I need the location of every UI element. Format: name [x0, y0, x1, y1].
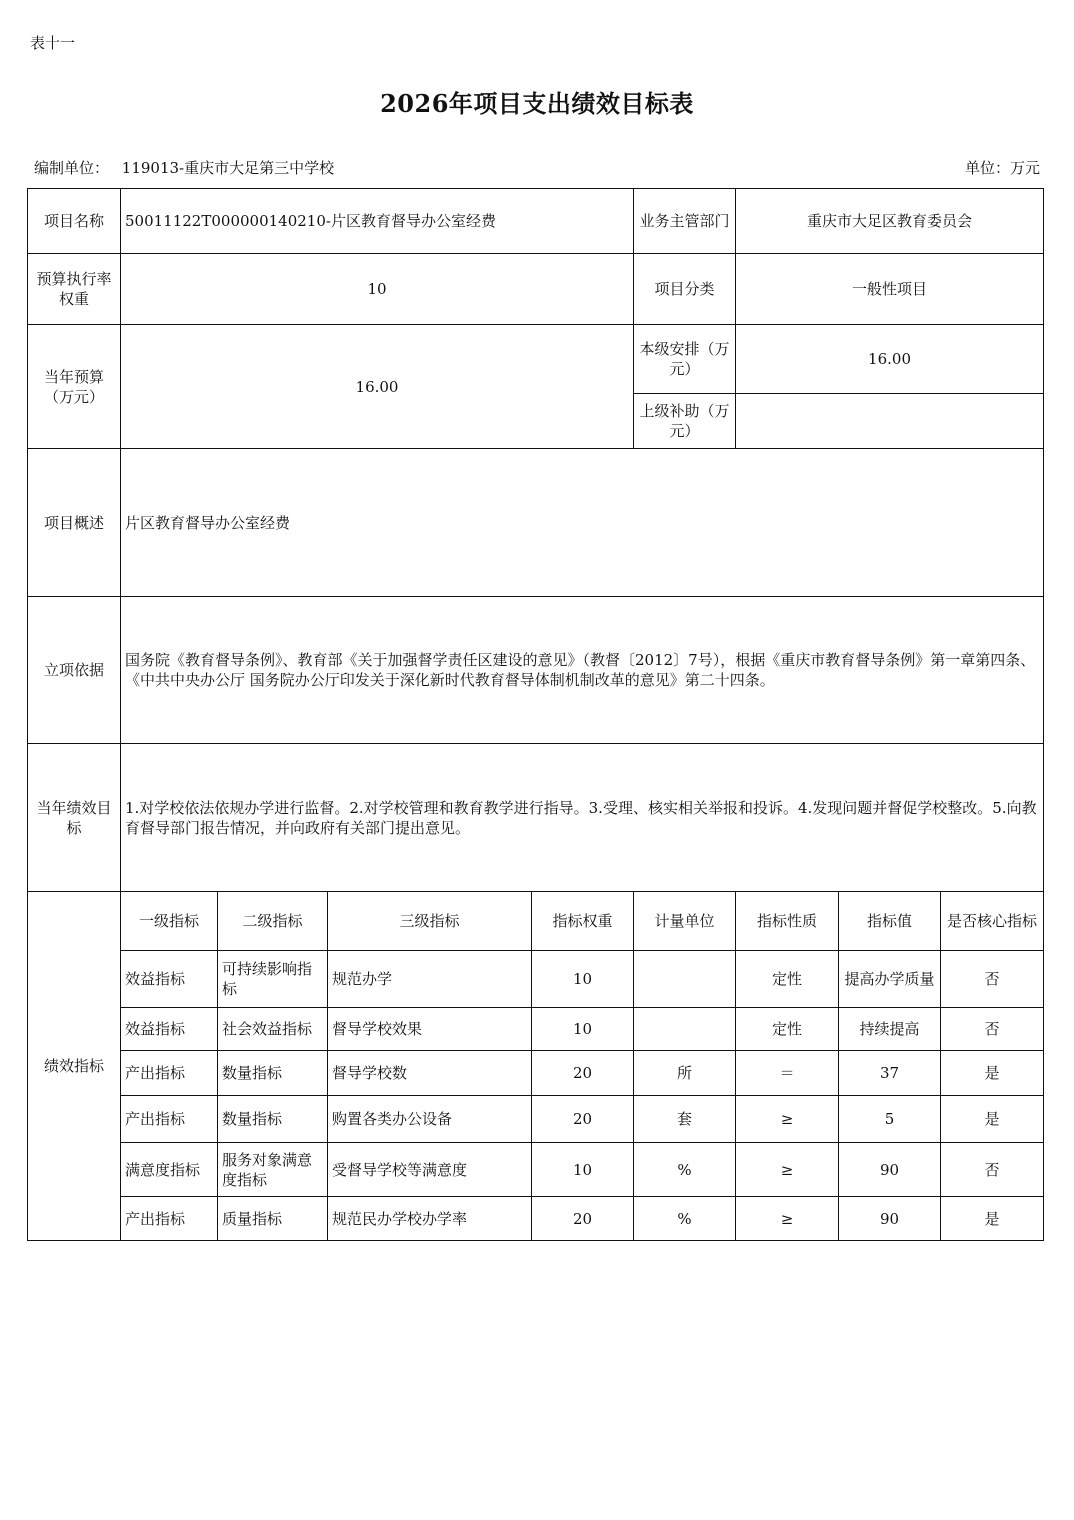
cell-value: 提高办学质量	[839, 951, 941, 1008]
cell-unit	[634, 951, 736, 1008]
upper-label: 上级补助（万元）	[634, 394, 736, 449]
cell-core: 否	[941, 951, 1044, 1008]
project-name-label: 项目名称	[28, 189, 121, 254]
row-overview	[28, 449, 1044, 597]
page-title: 2026年项目支出绩效目标表	[380, 89, 694, 118]
project-name-value: 50011122T000000140210-片区教育督导办公室经费	[121, 189, 634, 254]
cell-level2: 社会效益指标	[218, 1008, 328, 1051]
cell-nature: ＝	[736, 1051, 839, 1096]
cell-value: 90	[839, 1143, 941, 1197]
cell-level1: 效益指标	[121, 1008, 218, 1051]
cell-level1: 产出指标	[121, 1197, 218, 1241]
basis-label: 立项依据	[28, 597, 121, 744]
indicator-row	[28, 951, 1044, 1008]
row-exec-weight	[28, 254, 1044, 325]
row-budget	[28, 325, 1044, 394]
header-value: 指标值	[839, 892, 941, 951]
cell-weight: 20	[532, 1197, 634, 1241]
overview-label: 项目概述	[28, 449, 121, 597]
row-goal	[28, 744, 1044, 892]
cell-unit: %	[634, 1143, 736, 1197]
header-weight: 指标权重	[532, 892, 634, 951]
cell-unit	[634, 1008, 736, 1051]
category-label: 项目分类	[634, 254, 736, 325]
cell-level1: 满意度指标	[121, 1143, 218, 1197]
indicator-row	[28, 1143, 1044, 1197]
header-level3: 三级指标	[328, 892, 532, 951]
header-level2: 二级指标	[218, 892, 328, 951]
row-project-name	[28, 189, 1044, 254]
compiling-unit-value: 119013-重庆市大足第三中学校	[121, 159, 335, 177]
header-core: 是否核心指标	[941, 892, 1044, 951]
indicator-header-row	[28, 892, 1044, 951]
cell-level1: 产出指标	[121, 1051, 218, 1096]
cell-level2: 质量指标	[218, 1197, 328, 1241]
category-value: 一般性项目	[736, 254, 1044, 325]
cell-level3: 规范民办学校办学率	[328, 1197, 532, 1241]
cell-nature: ≥	[736, 1096, 839, 1143]
basis-value: 国务院《教育督导条例》、教育部《关于加强督学责任区建设的意见》（教督〔2012〕7号），根据《重庆市教育督导条例》第一章第四条、《中共中央办公厅 国务院办公厅印发关于深化新时代教育督导体制机制改革的意见》第二十四条。	[121, 597, 1044, 744]
local-label: 本级安排（万元）	[634, 325, 736, 394]
indicator-section-label: 绩效指标	[28, 892, 121, 1241]
cell-level1: 产出指标	[121, 1096, 218, 1143]
local-value: 16.00	[736, 325, 1044, 394]
cell-value: 5	[839, 1096, 941, 1143]
cell-weight: 20	[532, 1096, 634, 1143]
cell-level1: 效益指标	[121, 951, 218, 1008]
cell-value: 持续提高	[839, 1008, 941, 1051]
upper-value	[736, 394, 1044, 449]
cell-level3: 督导学校效果	[328, 1008, 532, 1051]
cell-unit: 所	[634, 1051, 736, 1096]
budget-value: 16.00	[121, 325, 634, 449]
performance-table	[27, 188, 1044, 1241]
cell-weight: 10	[532, 951, 634, 1008]
cell-unit: %	[634, 1197, 736, 1241]
header-unit: 计量单位	[634, 892, 736, 951]
cell-unit: 套	[634, 1096, 736, 1143]
cell-value: 90	[839, 1197, 941, 1241]
cell-weight: 10	[532, 1008, 634, 1051]
cell-level3: 督导学校数	[328, 1051, 532, 1096]
cell-weight: 20	[532, 1051, 634, 1096]
budget-label: 当年预算（万元）	[28, 325, 121, 449]
cell-value: 37	[839, 1051, 941, 1096]
cell-weight: 10	[532, 1143, 634, 1197]
indicator-row	[28, 1197, 1044, 1241]
cell-core: 是	[941, 1197, 1044, 1241]
overview-value: 片区教育督导办公室经费	[121, 449, 1044, 597]
indicator-row	[28, 1051, 1044, 1096]
cell-core: 是	[941, 1096, 1044, 1143]
exec-weight-value: 10	[121, 254, 634, 325]
compiling-unit	[34, 157, 334, 178]
cell-nature: 定性	[736, 951, 839, 1008]
header-nature: 指标性质	[736, 892, 839, 951]
cell-level3: 受督导学校等满意度	[328, 1143, 532, 1197]
cell-level3: 规范办学	[328, 951, 532, 1008]
cell-level2: 数量指标	[218, 1051, 328, 1096]
cell-nature: ≥	[736, 1143, 839, 1197]
cell-level2: 可持续影响指标	[218, 951, 328, 1008]
cell-core: 否	[941, 1008, 1044, 1051]
dept-label: 业务主管部门	[634, 189, 736, 254]
money-unit: 单位：万元	[964, 159, 1040, 177]
cell-core: 否	[941, 1143, 1044, 1197]
cell-level3: 购置各类办公设备	[328, 1096, 532, 1143]
indicator-row	[28, 1008, 1044, 1051]
page-tag: 表十一	[30, 34, 76, 52]
cell-level2: 数量指标	[218, 1096, 328, 1143]
header-level1: 一级指标	[121, 892, 218, 951]
exec-weight-label: 预算执行率权重	[28, 254, 121, 325]
compiling-unit-label: 编制单位：	[34, 159, 110, 177]
cell-nature: ≥	[736, 1197, 839, 1241]
cell-level2: 服务对象满意度指标	[218, 1143, 328, 1197]
cell-nature: 定性	[736, 1008, 839, 1051]
goal-label: 当年绩效目标	[28, 744, 121, 892]
goal-value: 1.对学校依法依规办学进行监督。2.对学校管理和教育教学进行指导。3.受理、核实相关举报和投诉。4.发现问题并督促学校整改。5.向教育督导部门报告情况，并向政府有关部门提出意见。	[121, 744, 1044, 892]
cell-core: 是	[941, 1051, 1044, 1096]
indicator-row	[28, 1096, 1044, 1143]
row-basis	[28, 597, 1044, 744]
dept-value: 重庆市大足区教育委员会	[736, 189, 1044, 254]
